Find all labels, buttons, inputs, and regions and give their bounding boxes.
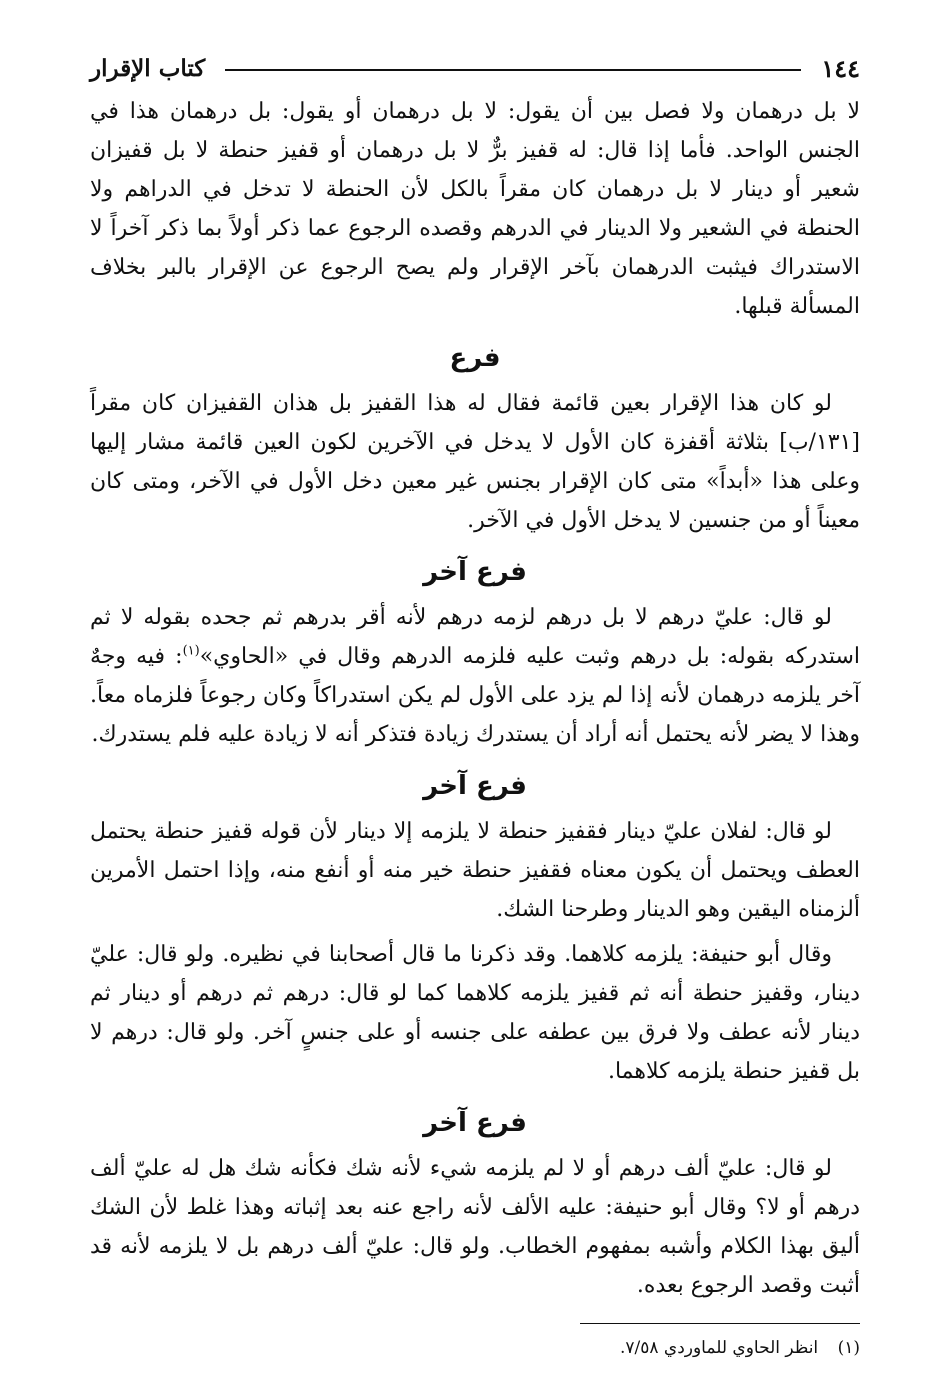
footnote-reference: (١) [182,643,200,659]
paragraph-1: لا بل درهمان ولا فصل بين أن يقول: لا بل درهمان أو يقول: بل درهمان هذا في الجنس الواحد. فأما إذا قال: له قفيز برٌّ لا بل درهمان أو قفيز حنطة لا بل قفيزان شعير أو دينار لا بل درهمان كان مقراً بالكل لأن الحنطة لا تدخل في الدراهم ولا الحنطة في الشعير ولا الدينار في الدرهم وقصده الرجوع عما ذكر أولاً بما ذكر آخراً لا الاستدراك فيثبت الدرهمان بآخر الإقرار ولم يصح الرجوع عن الإقرار بالبر بخلاف المسألة قبلها. [90,99,860,319]
paragraph-2: لو كان هذا الإقرار بعين قائمة فقال له هذا القفيز بل هذان القفيزان كان مقراً [١٣١/ب] بثلاثة أقفزة كان الأول لا يدخل في الآخرين لكون العين قائمة مشار إليها وعلى هذا «أبداً» متى كان الإقرار بجنس غير معين دخل الأول في الآخر، ومتى كان معيناً أو من جنسين لا يدخل الأول في الآخر. [90,391,860,533]
paragraph-3-part-a: لو قال: عليّ درهم لا بل درهم لزمه درهم لأنه أقر بدرهم ثم جحده بقوله لا ثم استدركه بقوله: بل درهم وثبت عليه فلزمه الدرهم وقال في «الحاوي» [90,605,860,669]
book-page [90,48,860,1374]
section-heading-1: فرع [449,343,501,373]
footnote-number: (١) [837,1338,860,1358]
book-title: كتاب الإقرار [90,54,206,82]
footnote-text: انظر الحاوي للماوردي ٧/٥٨. [619,1338,819,1358]
paragraph-4: لو قال: لفلان عليّ دينار فقفيز حنطة لا يلزمه إلا دينار لأن قوله قفيز حنطة يحتمل العطف ويحتمل أن يكون معناه فقفيز حنطة خير منه أو أنفع منه، وإذا احتمل الأمرين ألزمناه اليقين وهو الدينار وطرحنا الشك. [90,819,860,922]
paragraph-6: لو قال: عليّ ألف درهم أو لا لم يلزمه شيء لأنه شك فكأنه شك هل له عليّ ألف درهم أو لا؟ وقال أبو حنيفة: عليه الألف لأنه راجع عنه بعد إثباته وهذا غلط لأن الشك أليق بهذا الكلام وأشبه بمفهوم الخطاب. ولو قال: عليّ ألف درهم بل لا يلزمه لأنه قد أثبت وقصد الرجوع بعده. [90,1156,860,1298]
footnote-rule [580,1323,860,1324]
paragraph-3 [90,598,860,754]
section-heading-3: فرع آخر [423,771,527,801]
section-heading-4: فرع آخر [423,1108,527,1138]
header-rule [225,69,801,71]
footnote [90,1334,860,1362]
paragraph-5: وقال أبو حنيفة: يلزمه كلاهما. وقد ذكرنا ما قال أصحابنا في نظيره. ولو قال: عليّ دينار، وقفيز حنطة أنه ثم قفيز يلزمه كلاهما كما لو قال: درهم ثم درهم أو دينار ثم دينار لأنه عطف ولا فرق بين عطفه على جنسه أو على جنسٍ آخر. ولو قال: درهم لا بل قفيز حنطة يلزمه كلاهما. [90,942,860,1084]
section-heading-2: فرع آخر [423,557,527,587]
paragraph-3-part-b: : فيه وجهٌ آخر يلزمه درهمان لأنه إذا لم يزد على الأول لم يكن استدراكاً وكان رجوعاً فلزماه معاً. وهذا لا يضر لأنه يحتمل أنه أراد أن يستدرك زيادة فتذكر أنه لا زيادة عليه فلم يستدرك. [90,644,860,747]
page-number: ١٤٤ [821,53,860,83]
running-head [90,48,860,88]
